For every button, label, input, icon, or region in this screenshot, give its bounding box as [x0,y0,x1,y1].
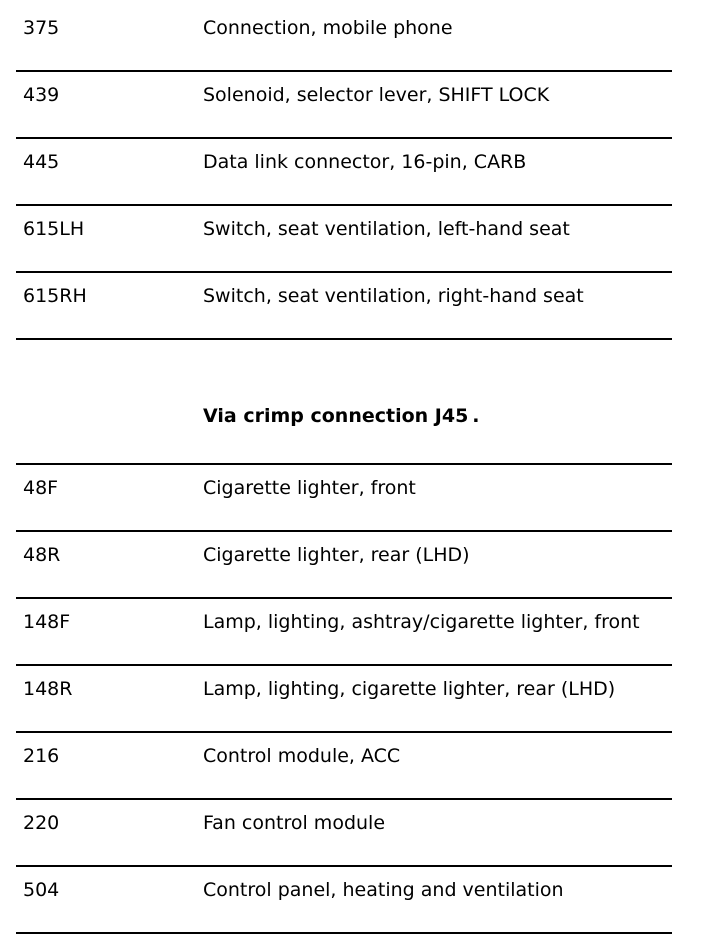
component-description: Data link connector, 16-pin, CARB [203,151,527,173]
table-row [16,139,672,206]
table-row [16,867,672,934]
component-description: Fan control module [203,812,386,834]
table-row [16,465,672,532]
component-code: 375 [23,17,60,39]
component-description: Switch, seat ventilation, left-hand seat [203,218,570,240]
component-description: Cigarette lighter, rear (LHD) [203,544,470,566]
table-row [16,532,672,599]
table-row [16,273,672,340]
table-row [16,5,672,72]
component-code: 48R [23,544,61,566]
component-description: Connection, mobile phone [203,17,453,39]
component-code: 48F [23,477,59,499]
table-row [16,72,672,139]
section-heading-suffix: . [472,405,480,427]
component-code: 220 [23,812,60,834]
component-description: Control module, ACC [203,745,401,767]
component-description: Control panel, heating and ventilation [203,879,564,901]
table-row [16,666,672,733]
component-code: 615RH [23,285,87,307]
component-description: Cigarette lighter, front [203,477,416,499]
component-code: 615LH [23,218,85,240]
table-row [16,733,672,800]
table-row [16,800,672,867]
component-description: Lamp, lighting, ashtray/cigarette lighter, front [203,611,640,633]
component-code: 439 [23,84,60,106]
component-code: 504 [23,879,60,901]
component-description: Switch, seat ventilation, right-hand seat [203,285,584,307]
component-table-1 [16,5,672,340]
component-table-2 [16,465,672,934]
component-code: 148F [23,611,71,633]
table-row [16,206,672,273]
component-code: 216 [23,745,60,767]
component-description: Lamp, lighting, cigarette lighter, rear (LHD) [203,678,616,700]
component-code: 445 [23,151,60,173]
section-heading [203,405,480,427]
table-row [16,599,672,666]
component-description: Solenoid, selector lever, SHIFT LOCK [203,84,550,106]
section-heading-text: Via crimp connection J45 [203,405,469,427]
component-code: 148R [23,678,73,700]
